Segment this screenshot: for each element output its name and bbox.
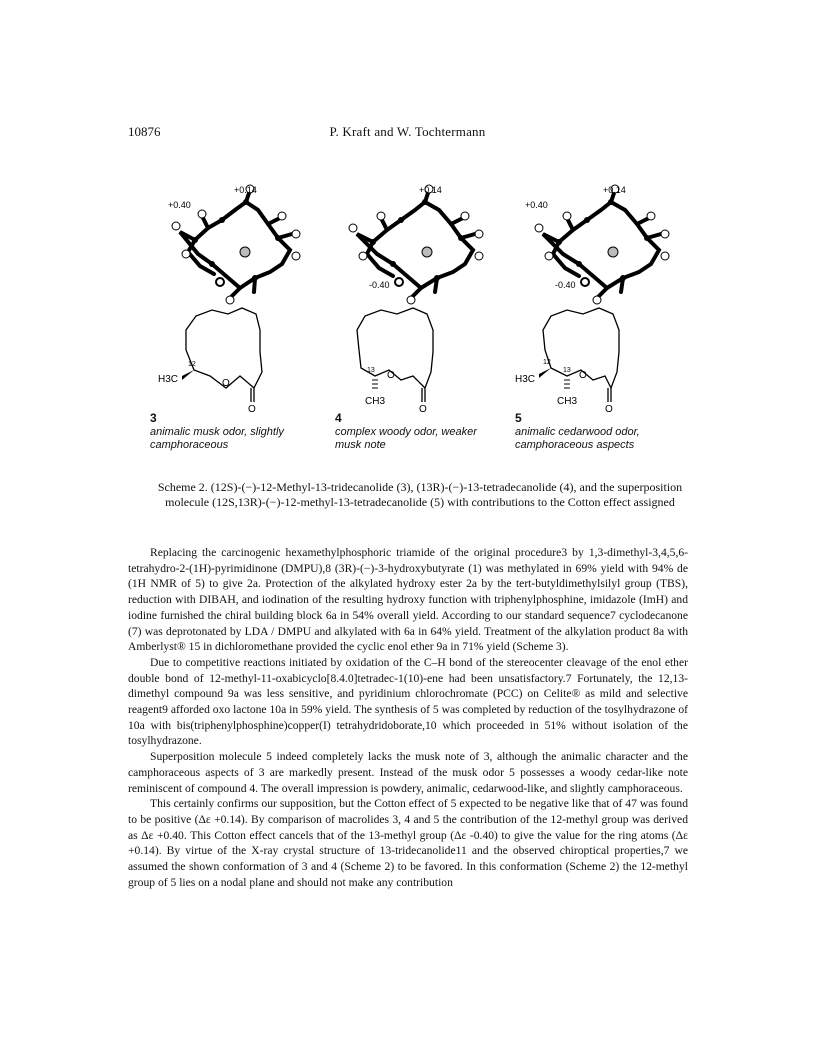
page-header bbox=[0, 124, 815, 144]
running-head-authors: P. Kraft and W. Tochtermann bbox=[329, 124, 486, 139]
molecule-5 bbox=[515, 180, 685, 460]
stereocenter-13: 13 bbox=[563, 367, 571, 374]
methyl-label-13: CH3 bbox=[557, 396, 578, 407]
compound-number: 5 bbox=[515, 411, 522, 425]
cotton-label-lower: -0.40 bbox=[555, 280, 576, 290]
compound-caption bbox=[150, 412, 320, 452]
carbonyl-oxygen-label: O bbox=[248, 404, 256, 412]
molecule-4 bbox=[335, 180, 505, 460]
paragraph: Replacing the carcinogenic hexamethylphosphoric triamide of the original procedure3 by 1,3-dimethyl-3,4,5,6-tetrahydro-2-(1H)-pyrimidinone (DMPU),8 (3R)-(−)-3-hydroxybutyrate (1) was methylated in 69% yield with 94% de (1H NMR of 5) to give 2a. Protection of the alkylated hydroxy ester 2a by the tert-butyldimethylsilyl group (TBS), reduction with DIBAH, and iodination of the resulting hydroxy function with triphenylphosphine, imidazole (ImH) and iodine furnished the chiral building block 6a in 54% overall yield. According to our standard sequence7 cyclodecanone (7) was deprotonated by LDA / DMPU and alkylated with 6a in 64% yield. Treatment of the alkylation product 8a with Amberlyst® 15 in dichloromethane provided the cyclic enol ether 9a in 71% yield (Scheme 3). bbox=[128, 546, 688, 654]
odor-description: animalic musk odor, slightly camphoraceous bbox=[150, 426, 284, 451]
stereocenter-12: 12 bbox=[543, 359, 551, 366]
cotton-label-methyl: +0.40 bbox=[525, 200, 548, 210]
compound-number: 4 bbox=[335, 411, 342, 425]
cotton-label-lower: -0.40 bbox=[369, 280, 390, 290]
methyl-label-12: H3C bbox=[515, 374, 536, 385]
methyl-label: CH3 bbox=[365, 396, 386, 407]
cotton-label-ring: +0.14 bbox=[603, 185, 626, 195]
odor-description: complex woody odor, weaker musk note bbox=[335, 426, 477, 451]
cotton-label-methyl: +0.40 bbox=[168, 200, 191, 210]
molecule-4-skeletal-formula bbox=[357, 308, 433, 402]
ring-oxygen-label: O bbox=[579, 370, 587, 381]
molecule-5-skeletal-formula bbox=[543, 308, 619, 402]
methyl-label: H3C bbox=[158, 374, 179, 385]
molecule-4-drawing bbox=[335, 180, 505, 412]
molecule-3-drawing bbox=[150, 180, 320, 412]
molecule-3-3d-model bbox=[180, 190, 292, 298]
stereocenter-13: 13 bbox=[367, 367, 375, 374]
carbonyl-oxygen-label: O bbox=[419, 404, 427, 412]
scheme-caption: Scheme 2. (12S)-(−)-12-Methyl-13-tridecanolide (3), (13R)-(−)-13-tetradecanolide (4), and the superposition molecule (12S,13R)-(−)-12-methyl-13-tetradecanolide (5) with contributions to the Cotton effect assigned bbox=[157, 480, 683, 509]
odor-description: animalic cedarwood odor, camphoraceous aspects bbox=[515, 426, 640, 451]
page-number: 10876 bbox=[128, 124, 161, 139]
compound-number: 3 bbox=[150, 411, 157, 425]
ring-oxygen-label: O bbox=[222, 378, 230, 389]
paragraph: This certainly confirms our supposition, but the Cotton effect of 5 expected to be negative like that of 47 was found to be positive (Δε +0.14). By comparison of macrolides 3, 4 and 5 the contribution of the 12-methyl group was derived as Δε +0.40. This Cotton effect cancels that of the 13-methyl group (Δε -0.40) to give the value for the ring atoms (Δε +0.14). By virtue of the X-ray crystal structure of 13-tridecanolide11 and the observed chiroptical properties,7 we assumed the shown conformation of 3 and 4 (Scheme 2) to be favored. In this conformation (Scheme 2) the 12-methyl group of 5 lies on a nodal plane and should not make any contribution bbox=[128, 797, 688, 889]
paragraph: Superposition molecule 5 indeed completely lacks the musk note of 3, although the animalic character and the camphoraceous aspects of 3 are markedly present. Instead of the musk odor 5 possesses a woody cedar-like note reminiscent of compound 4. The overall impression is powdery, animalic, cedarwood-like, and slightly camphoraceous. bbox=[128, 750, 688, 795]
ring-oxygen-label: O bbox=[387, 370, 395, 381]
molecule-5-drawing bbox=[515, 180, 685, 412]
scheme-2-figure bbox=[150, 180, 690, 460]
stereocenter-12: 12 bbox=[188, 361, 196, 368]
molecule-3 bbox=[150, 180, 320, 460]
body-text bbox=[128, 545, 688, 890]
cotton-label-ring: +0.14 bbox=[234, 185, 257, 195]
compound-caption bbox=[335, 412, 505, 452]
cotton-label-ring: +0.14 bbox=[419, 185, 442, 195]
carbonyl-oxygen-label: O bbox=[605, 404, 613, 412]
paragraph: Due to competitive reactions initiated by oxidation of the C–H bond of the stereocenter cleavage of the enol ether double bond of 12-methyl-11-oxabicyclo[8.4.0]tetradec-1(10)-ene had been unsatisfactory.7 Fortunately, the 12,13-dimethyl compound 9a was less sensitive, and pyridinium chlorochromate (PCC) on Celite® as mild and selective reagent9 afforded oxo lactone 10a in 59% yield. The synthesis of 5 was completed by reduction of the tosylhydrazone of 10a with bis(triphenylphosphine)copper(I) tetrahydridoborate,10 which proceeded in 51% without isolation of the tosylhydrazone. bbox=[128, 655, 688, 748]
compound-caption bbox=[515, 412, 685, 452]
